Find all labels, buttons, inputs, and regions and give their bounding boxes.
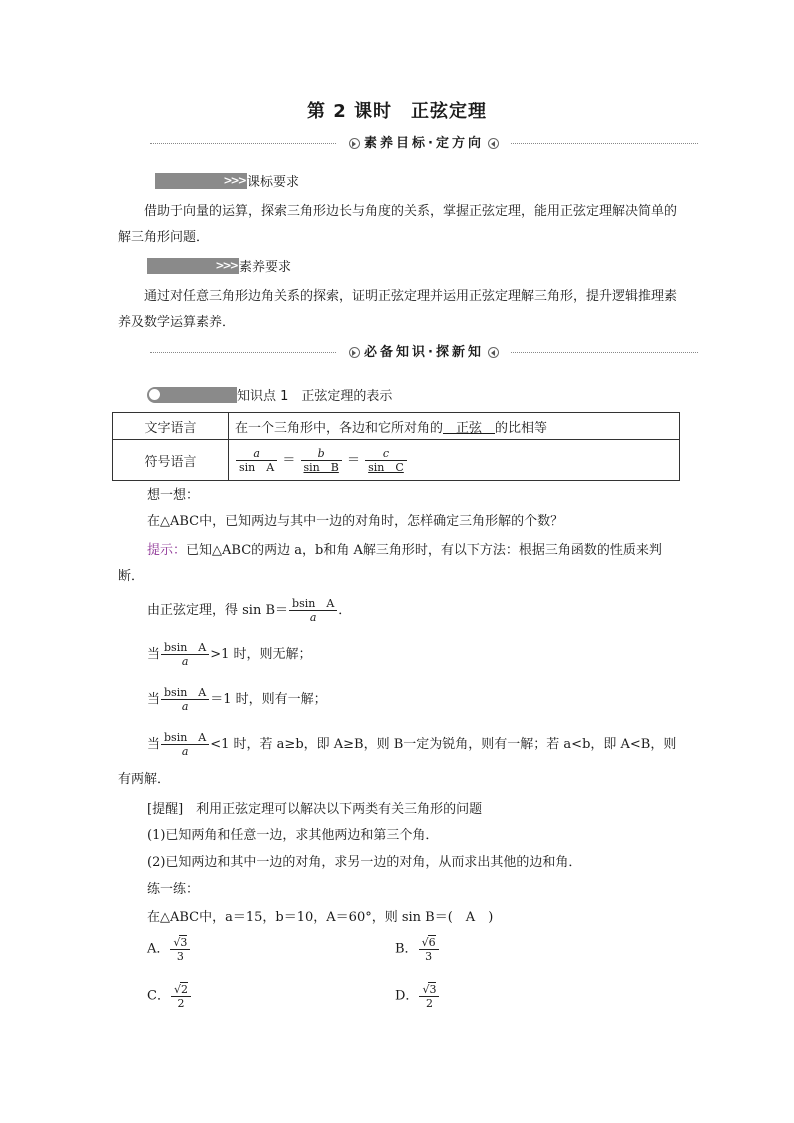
tag-kp1 xyxy=(147,385,392,404)
fraction xyxy=(161,686,209,713)
tag-kebiao xyxy=(155,171,299,190)
fraction-num: b xyxy=(301,447,342,461)
tag-box xyxy=(155,173,247,189)
definition-table xyxy=(112,412,680,481)
case-3 xyxy=(147,730,676,760)
case-1 xyxy=(147,640,312,670)
option-key: D． xyxy=(395,988,419,1004)
radicand: 6 xyxy=(428,936,436,949)
fraction xyxy=(236,447,277,474)
tag-box xyxy=(147,258,239,274)
tag-label: 知识点 1 正弦定理的表示 xyxy=(237,389,393,404)
banner-title: 必备知识·探新知 xyxy=(364,345,484,360)
cell-text: 在一个三角形中，各边和它所对角的 xyxy=(235,420,444,436)
page-title: 第 2 课时 正弦定理 xyxy=(306,101,488,122)
table-row xyxy=(113,413,680,440)
fraction-den: a xyxy=(181,700,189,713)
fraction-den: sin B xyxy=(303,460,339,474)
fraction xyxy=(161,641,209,668)
rewind-icon xyxy=(488,138,499,149)
rewind-icon xyxy=(488,347,499,358)
fraction-den: 3 xyxy=(425,950,433,963)
table-cell xyxy=(229,413,680,440)
tag-box xyxy=(147,387,237,403)
hint-paragraph xyxy=(118,538,683,590)
equals-sign: ＝ xyxy=(346,452,360,468)
fraction-num: bsin A xyxy=(289,597,337,611)
play-icon xyxy=(149,389,160,400)
play-icon xyxy=(349,138,360,149)
fill-blank xyxy=(443,421,495,436)
play-icon xyxy=(349,347,360,358)
reminder-item-1: (1)已知两角和任意一边，求其他两边和第三个角． xyxy=(147,828,439,843)
table-cell xyxy=(229,440,680,481)
hint-label: 提示： xyxy=(147,543,187,558)
case-2 xyxy=(147,685,327,715)
fraction-num: bsin A xyxy=(161,641,209,655)
option-key: B． xyxy=(395,941,418,957)
case-3-cont: 有两解． xyxy=(118,772,171,787)
equals-sign: ＝ xyxy=(282,452,296,468)
case-text: 当 xyxy=(147,647,161,662)
think-label: 想一想： xyxy=(147,488,200,503)
chevrons-icon: >>> xyxy=(215,258,237,272)
fraction-num: bsin A xyxy=(161,731,209,745)
formula-line xyxy=(147,596,351,626)
reminder-label: [提醒] 利用正弦定理可以解决以下两类有关三角形的问题 xyxy=(147,802,483,817)
fraction-den: a xyxy=(309,611,317,624)
fraction: $\frac{√3}{3}$ xyxy=(170,935,190,963)
fraction-num: c xyxy=(365,447,407,461)
fraction-den: 3 xyxy=(176,950,184,963)
case-text: ＝1 时，则有一解； xyxy=(210,692,327,707)
case-text: <1 时，若 a≥b，即 A≥B，则 B一定为锐角，则有一解；若 a<b，即 A<B，则 xyxy=(210,737,677,752)
cell-text: 的比相等 xyxy=(495,420,548,436)
fraction-den: a xyxy=(181,655,189,668)
fraction xyxy=(161,731,209,758)
tag-suyang xyxy=(147,256,291,275)
fraction-num: bsin A xyxy=(161,686,209,700)
hint-text: 已知△ABC的两边 a，b和角 A解三角形时，有以下方法：根据三角函数的性质来判断． xyxy=(118,543,662,584)
table-row xyxy=(113,440,680,481)
case-text: 当 xyxy=(147,737,161,752)
case-text: 当 xyxy=(147,692,161,707)
fraction-den: 2 xyxy=(425,997,433,1010)
radicand: 3 xyxy=(429,983,437,996)
option-key: C． xyxy=(147,988,170,1004)
section-banner-knowledge xyxy=(150,342,698,364)
option-key: A． xyxy=(147,941,170,957)
option-c xyxy=(147,982,192,1010)
banner-label xyxy=(337,133,511,155)
fraction xyxy=(289,597,337,624)
fraction-den: a xyxy=(181,745,189,758)
fraction: $\frac{√2}{2}$ xyxy=(171,982,191,1010)
practice-question: 在△ABC中，a＝15，b＝10，A＝60°，则 sin B＝( A ) xyxy=(147,910,494,925)
suyang-text: 通过对任意三角形边角关系的探索，证明正弦定理并运用正弦定理解三角形，提升逻辑推理素养及数学运算素养． xyxy=(118,289,678,330)
section-banner-goals xyxy=(150,133,698,155)
fraction: $\frac{√6}{3}$ xyxy=(419,935,439,963)
fraction-den: 2 xyxy=(177,997,185,1010)
radicand: 3 xyxy=(180,936,188,949)
reminder-item-2: (2)已知两边和其中一边的对角，求另一边的对角，从而求出其他的边和角． xyxy=(147,855,582,870)
kebiao-text: 借助于向量的运算，探索三角形边长与角度的关系，掌握正弦定理，能用正弦定理解决简单的解三角形问题． xyxy=(118,204,678,245)
fraction: $\frac{√3}{2}$ xyxy=(419,982,439,1010)
practice-label: 练一练： xyxy=(147,882,200,897)
tag-label: 课标要求 xyxy=(247,175,300,190)
radicand: 2 xyxy=(180,983,188,996)
fraction-den: sin A xyxy=(239,460,275,474)
table-cell-head: 符号语言 xyxy=(113,440,229,481)
option-b xyxy=(395,935,440,963)
banner-title: 素养目标·定方向 xyxy=(364,136,484,151)
table-cell-head: 文字语言 xyxy=(113,413,229,440)
formula-text: 由正弦定理，得 sin B＝ xyxy=(147,603,289,618)
option-d xyxy=(395,982,440,1010)
formula-text: ． xyxy=(338,603,352,618)
fill-answer: 正弦 xyxy=(456,420,483,436)
banner-label xyxy=(337,342,511,364)
chevrons-icon: >>> xyxy=(223,173,245,187)
tag-label: 素养要求 xyxy=(239,260,292,275)
think-question: 在△ABC中，已知两边与其中一边的对角时，怎样确定三角形解的个数？ xyxy=(147,514,564,529)
option-a xyxy=(147,935,191,963)
fraction xyxy=(365,447,407,474)
fraction xyxy=(301,447,342,474)
fraction-den: sin C xyxy=(368,460,404,474)
case-text: >1 时，则无解； xyxy=(210,647,312,662)
fraction-num: a xyxy=(236,447,277,461)
